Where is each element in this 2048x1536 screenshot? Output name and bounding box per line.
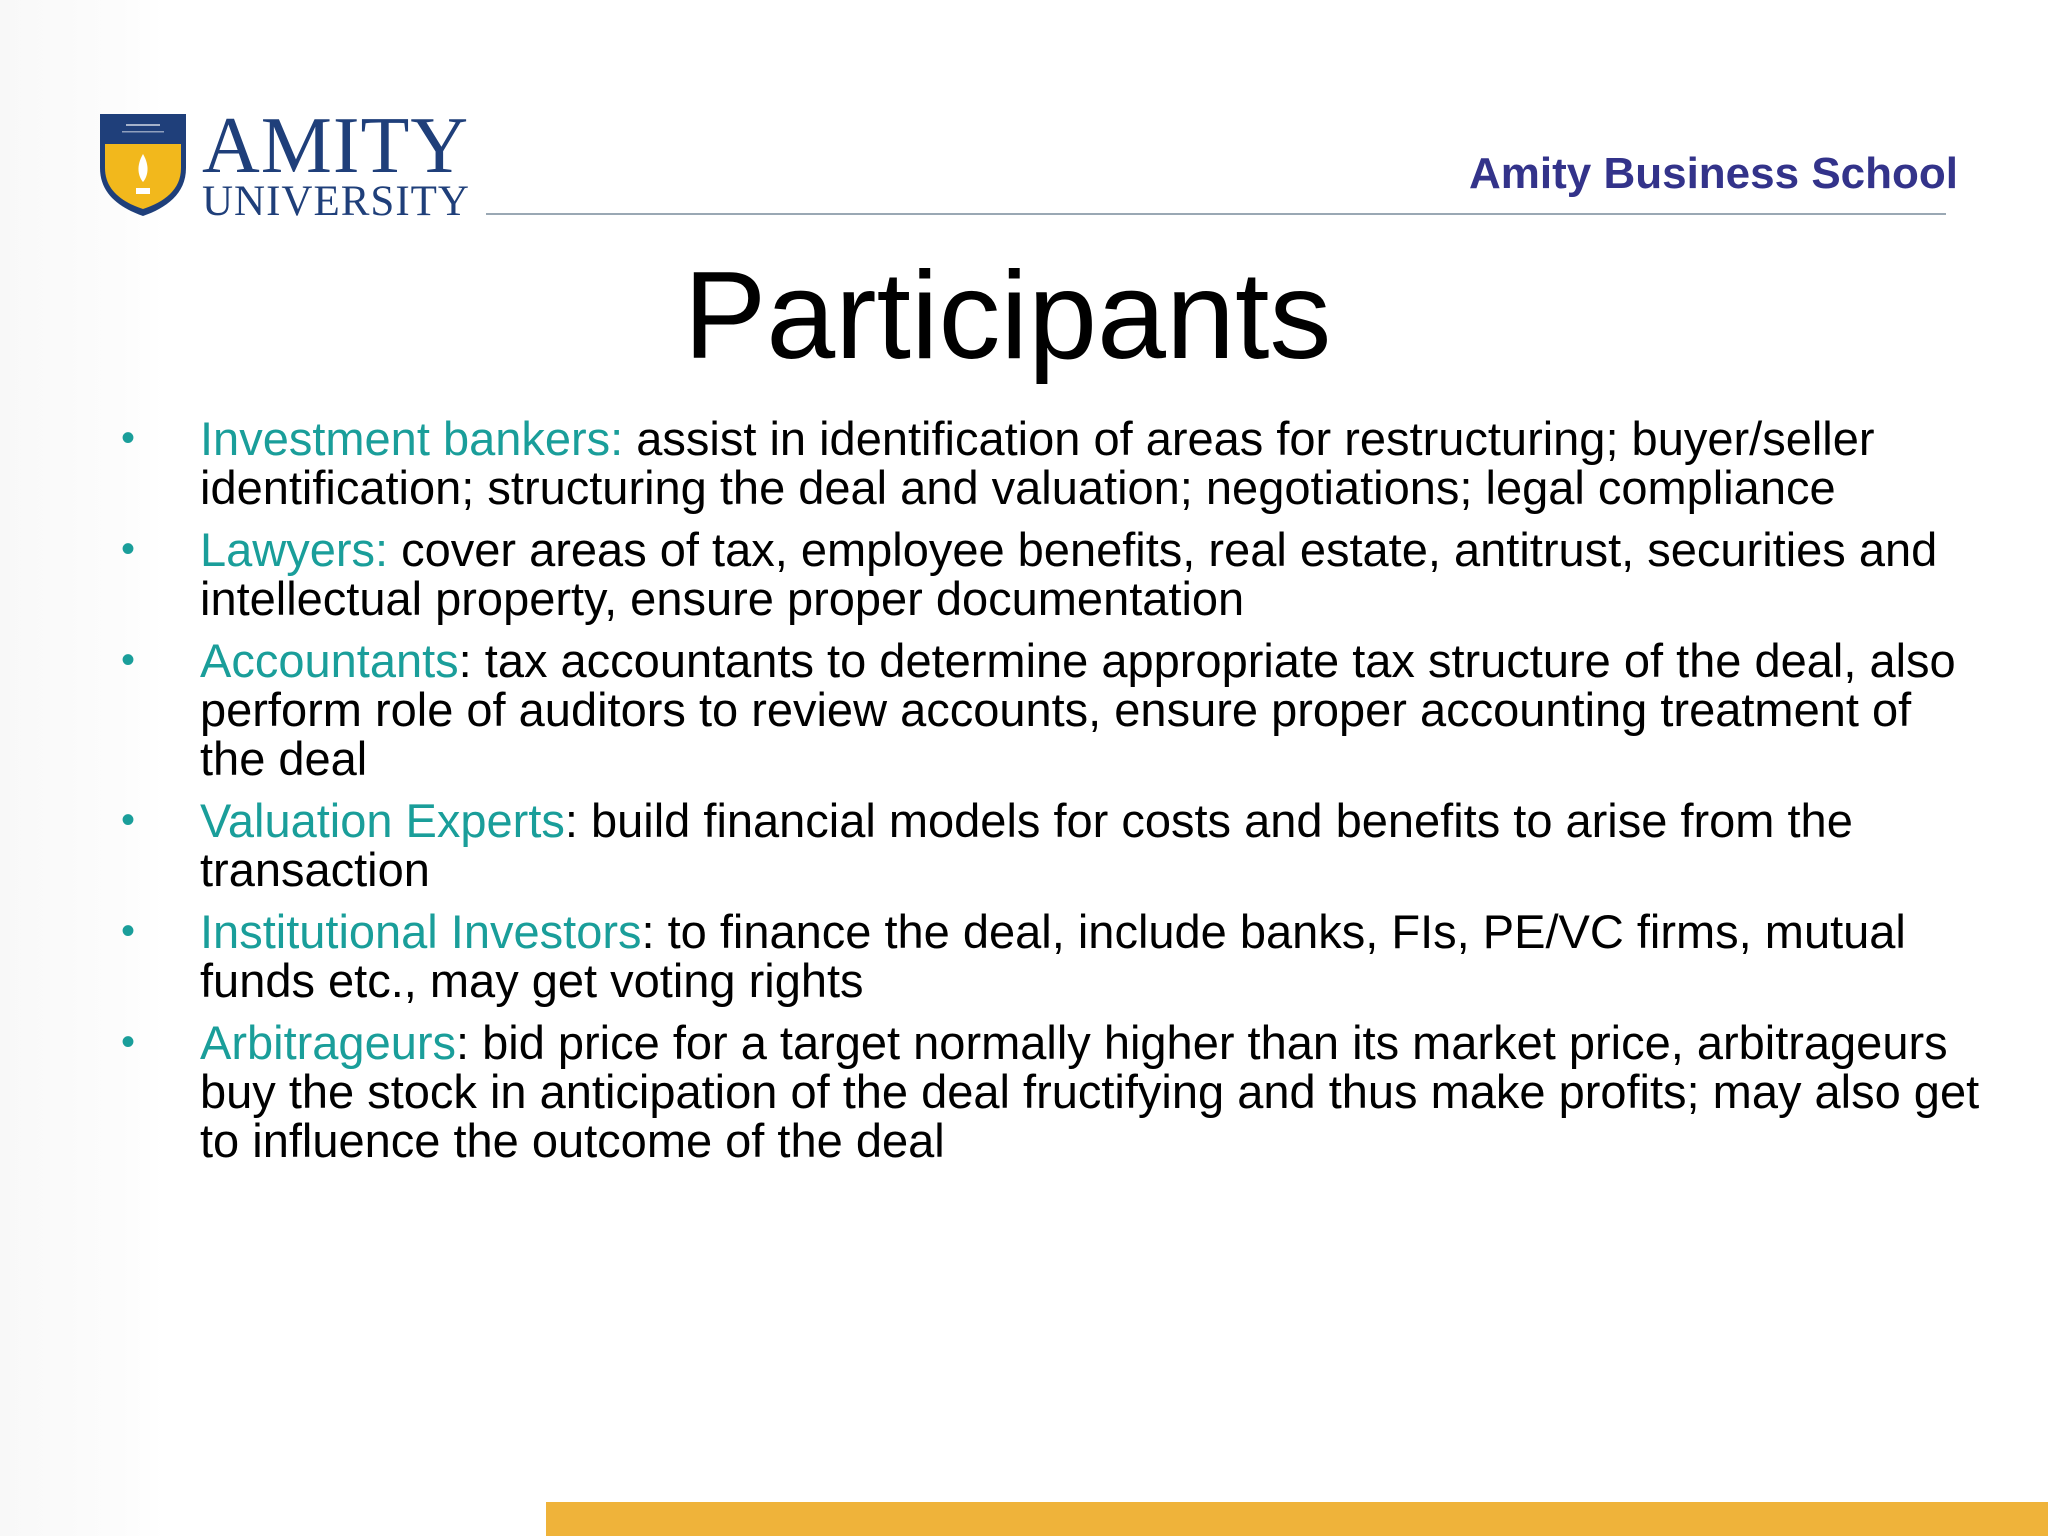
bullet-text: : build financial models for costs and benefits to arise from the transaction — [200, 794, 1853, 896]
school-name: Amity Business School — [1468, 149, 1958, 198]
bullet-term: Institutional Investors — [200, 905, 642, 958]
bullet-text: cover areas of tax, employee benefits, real estate, antitrust, securities and intellectual property, ensure proper documentation — [200, 523, 1938, 625]
logo-wordmark: AMITY — [202, 102, 470, 190]
bullet-term: Accountants — [200, 634, 459, 687]
bullet-institutional-investors — [0, 907, 2048, 1005]
bullet-dot: • — [121, 909, 136, 953]
bullet-investment-bankers — [0, 414, 2048, 512]
bullet-term: Arbitrageurs — [200, 1016, 456, 1069]
slide-title: Participants — [683, 247, 1332, 385]
bullet-text: : to finance the deal, include banks, FIs, PE/VC firms, mutual funds etc., may get voting rights — [200, 905, 1906, 1007]
bullet-accountants — [0, 636, 2048, 783]
amity-logo — [96, 102, 470, 225]
bullet-term: Investment bankers: — [200, 412, 624, 465]
bullet-dot: • — [121, 527, 136, 571]
bullet-valuation-experts — [0, 796, 2048, 894]
bottom-accent-bar — [546, 1502, 2048, 1536]
bullet-dot: • — [121, 638, 136, 682]
bullet-term: Valuation Experts — [200, 794, 565, 847]
bullet-dot: • — [121, 416, 136, 460]
bullet-lawyers — [0, 525, 2048, 623]
bullet-text: assist in identification of areas for restructuring; buyer/seller identification; structuring the deal and valuation; negotiations; legal compliance — [200, 412, 1875, 514]
bullet-dot: • — [121, 1020, 136, 1064]
logo-subtitle: UNIVERSITY — [202, 178, 470, 225]
participant-list — [0, 414, 2048, 1178]
bullet-term: Lawyers: — [200, 523, 389, 576]
bullet-arbitrageurs — [0, 1018, 2048, 1165]
bullet-dot: • — [121, 798, 136, 842]
bullet-text: : tax accountants to determine appropriate tax structure of the deal, also perform role of auditors to review accounts, ensure proper accounting treatment of the deal — [200, 634, 1956, 785]
header-divider — [486, 213, 1946, 215]
amity-crest-icon — [96, 110, 190, 218]
bullet-text: : bid price for a target normally higher than its market price, arbitrageurs buy the stock in anticipation of the deal fructifying and thus make profits; may also get to influence the outcome of the deal — [200, 1016, 1980, 1167]
